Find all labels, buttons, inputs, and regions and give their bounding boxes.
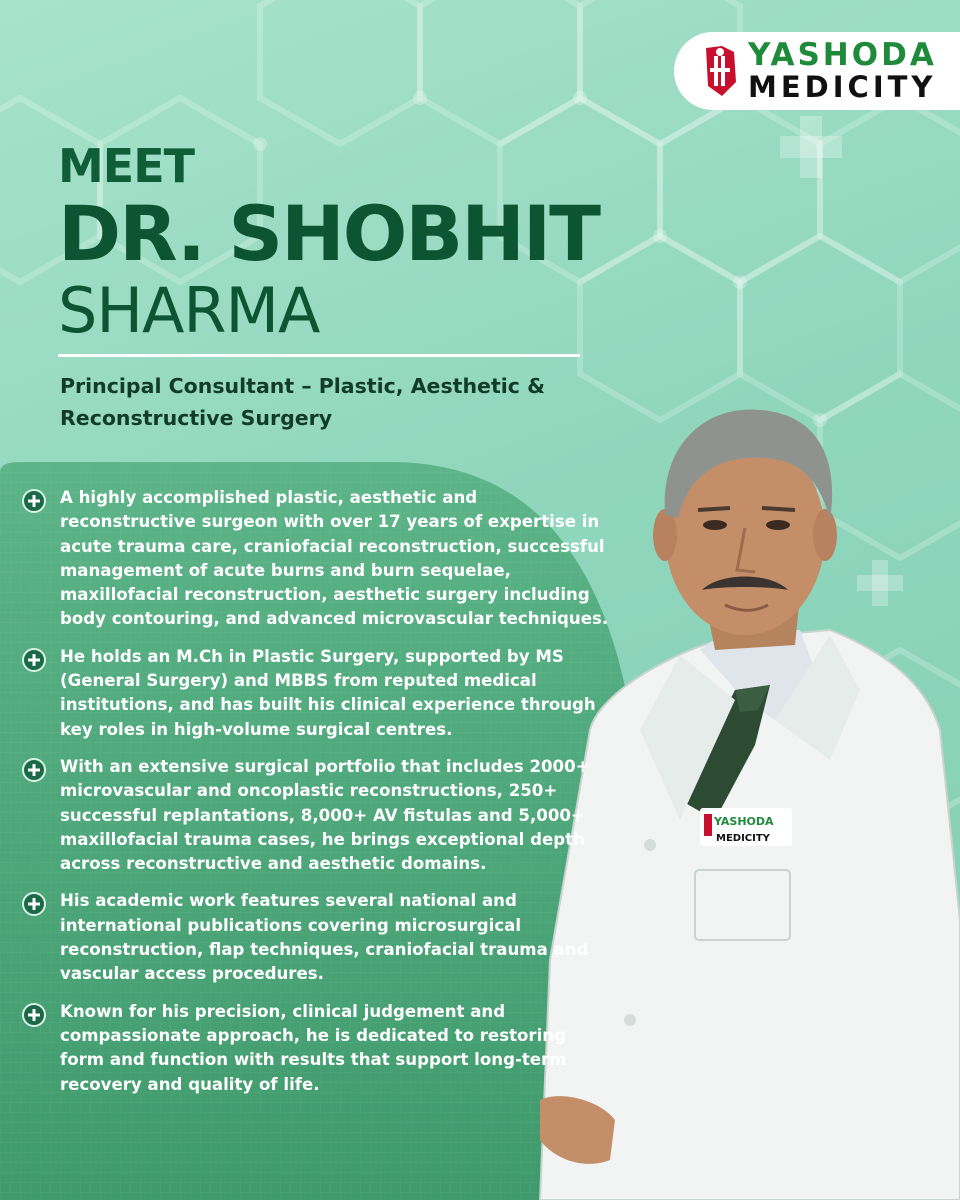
logo-line-2: MEDICITY xyxy=(748,70,937,104)
highlight-item xyxy=(22,1000,612,1097)
coat-logo-badge xyxy=(700,808,792,846)
hospital-emblem-icon xyxy=(700,42,740,100)
highlight-text: His academic work features several national and international publications covering microsurgical reconstruction, flap techniques, craniofacial trauma and vascular access procedures. xyxy=(60,891,589,984)
doctor-name: DR. SHOBHIT xyxy=(58,189,599,278)
highlight-item xyxy=(22,486,612,632)
plus-icon xyxy=(22,489,46,513)
coat-logo-line1: YASHODA xyxy=(714,815,774,828)
highlight-text: He holds an M.Ch in Plastic Surgery, supported by MS (General Surgery) and MBBS from reputed medical institutions, and has built his clinical experience through key roles in high-volume surgical centres. xyxy=(60,646,596,739)
highlight-text: A highly accomplished plastic, aesthetic and reconstructive surgeon with over 17 years of expertise in acute trauma care, craniofacial reconstruction, successful management of acute burns and burn sequelae, maxillofacial reconstruction, aesthetic surgery including body contouring, and advanced microvascular techniques. xyxy=(60,488,609,629)
plus-icon xyxy=(22,648,46,672)
yashoda-medicity-logo xyxy=(674,32,960,110)
highlight-text: Known for his precision, clinical judgement and compassionate approach, he is dedicated to restoring form and function with results that support long-term recovery and quality of life. xyxy=(60,1001,567,1094)
plus-icon xyxy=(22,892,46,916)
profile-highlights-list xyxy=(22,486,612,1110)
headline xyxy=(58,140,599,346)
doctor-surname: SHARMA xyxy=(58,274,320,347)
headline-meet: MEET xyxy=(58,139,194,193)
divider-line xyxy=(58,354,580,357)
highlight-item xyxy=(22,645,612,742)
coat-logo-line2: MEDICITY xyxy=(716,833,770,844)
highlight-text: With an extensive surgical portfolio that includes 2000+ microvascular and oncoplastic reconstructions, 250+ successful replantations, 8,000+ AV fistulas and 5,000+ maxillofacial trauma cases, he brings exceptional depth across reconstructive and aesthetic domains. xyxy=(60,756,590,874)
logo-line-1: YASHODA xyxy=(748,37,937,73)
plus-icon xyxy=(22,1003,46,1027)
highlight-item xyxy=(22,889,612,986)
designation: Principal Consultant – Plastic, Aesthetic & Reconstructive Surgery xyxy=(60,374,545,430)
highlight-item xyxy=(22,755,612,876)
plus-icon xyxy=(22,758,46,782)
